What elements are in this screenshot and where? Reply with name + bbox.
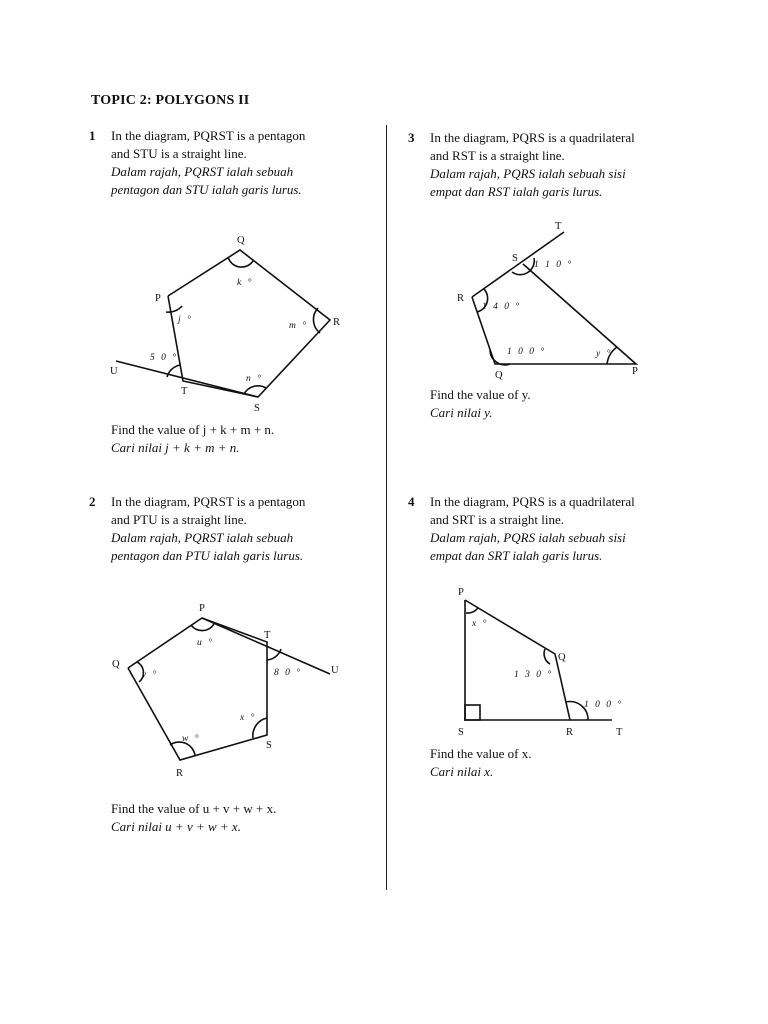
angle-arc-x <box>466 608 478 613</box>
question-text-en-1: In the diagram, PQRS is a quadrilateral <box>430 494 635 509</box>
quadrilateral-outline <box>465 600 570 720</box>
vertex-label-s: S <box>254 403 260 414</box>
angle-label-140: 1 4 0 ° <box>482 302 522 312</box>
vertex-label-t: T <box>264 630 271 641</box>
vertex-label-r: R <box>566 727 574 738</box>
angle-label-j: j ° <box>178 315 193 325</box>
vertex-label-q: Q <box>558 652 566 663</box>
vertex-label-r: R <box>176 768 184 779</box>
find-text-ms: Cari nilai x. <box>430 764 494 779</box>
question-text-ms-1: Dalam rajah, PQRST ialah sebuah <box>111 164 294 179</box>
vertex-label-s: S <box>458 727 464 738</box>
vertex-label-s: S <box>266 740 272 751</box>
question-text-en-1: In the diagram, PQRST is a pentagon <box>111 494 306 509</box>
find-4 <box>430 745 531 781</box>
vertex-label-q: Q <box>495 370 503 381</box>
vertex-label-p: P <box>199 603 205 614</box>
angle-label-k: k ° <box>237 278 254 288</box>
question-text-ms-2: empat dan RST ialah garis lurus. <box>430 184 603 199</box>
question-text-en-1: In the diagram, PQRS is a quadrilateral <box>430 130 635 145</box>
question-text-ms-1: Dalam rajah, PQRS ialah sebuah sisi <box>430 166 626 181</box>
angle-label-y: y ° <box>596 349 613 359</box>
find-text-ms: Cari nilai y. <box>430 405 493 420</box>
find-text-ms: Cari nilai j + k + m + n. <box>111 440 240 455</box>
angle-label-x: x ° <box>472 619 489 629</box>
angle-label-m: m ° <box>289 321 309 331</box>
vertex-label-s: S <box>512 253 518 264</box>
right-angle-marker <box>465 705 480 720</box>
question-number: 1 <box>89 128 96 143</box>
question-text-ms-2: empat dan SRT ialah garis lurus. <box>430 548 603 563</box>
question-text-en-1: In the diagram, PQRST is a pentagon <box>111 128 306 143</box>
question-text-en-2: and RST is a straight line. <box>430 148 565 163</box>
find-text-en: Find the value of y. <box>430 387 531 402</box>
angle-label-x: x ° <box>240 713 257 723</box>
vertex-label-u: U <box>331 665 339 676</box>
find-text-en: Find the value of x. <box>430 746 532 761</box>
vertex-label-p: P <box>632 366 638 377</box>
vertex-label-r: R <box>457 293 465 304</box>
angle-label-given: 5 0 ° <box>150 353 179 363</box>
question-text-ms-1: Dalam rajah, PQRS ialah sebuah sisi <box>430 530 626 545</box>
find-text-ms: Cari nilai u + v + w + x. <box>111 819 241 834</box>
angle-label-v: v ° <box>142 670 159 680</box>
angle-label-100: 1 0 0 ° <box>507 347 547 357</box>
question-text-ms-2: pentagon dan PTU ialah garis lurus. <box>111 548 304 563</box>
vertex-label-t: T <box>616 727 623 738</box>
angle-label-given: 8 0 ° <box>274 668 303 678</box>
question-text-en-2: and STU is a straight line. <box>111 146 247 161</box>
question-number: 2 <box>89 494 96 509</box>
vertex-label-q: Q <box>237 235 245 246</box>
angle-label-100: 1 0 0 ° <box>584 700 624 710</box>
vertex-label-q: Q <box>112 659 120 670</box>
angle-label-w: w ° <box>182 734 201 744</box>
page-title: TOPIC 2: POLYGONS II <box>91 93 250 108</box>
question-text-ms-2: pentagon dan STU ialah garis lurus. <box>111 182 302 197</box>
angle-label-110: 1 1 0 ° <box>534 260 574 270</box>
question-text-ms-1: Dalam rajah, PQRST ialah sebuah <box>111 530 294 545</box>
question-text-en-2: and SRT is a straight line. <box>430 512 565 527</box>
vertex-label-r: R <box>333 317 341 328</box>
find-text-en: Find the value of u + v + w + x. <box>111 801 277 816</box>
angle-label-130: 1 3 0 ° <box>514 670 554 680</box>
find-text-en: Find the value of j + k + m + n. <box>111 422 275 437</box>
angle-label-n: n ° <box>246 374 263 384</box>
vertex-label-t: T <box>181 386 188 397</box>
question-number: 3 <box>408 130 415 145</box>
vertex-label-p: P <box>458 587 464 598</box>
question-text-en-2: and PTU is a straight line. <box>111 512 247 527</box>
vertex-label-u: U <box>110 366 118 377</box>
vertex-label-t: T <box>555 221 562 232</box>
question-number: 4 <box>408 494 415 509</box>
vertex-label-p: P <box>155 293 161 304</box>
angle-label-u: u ° <box>197 638 214 648</box>
